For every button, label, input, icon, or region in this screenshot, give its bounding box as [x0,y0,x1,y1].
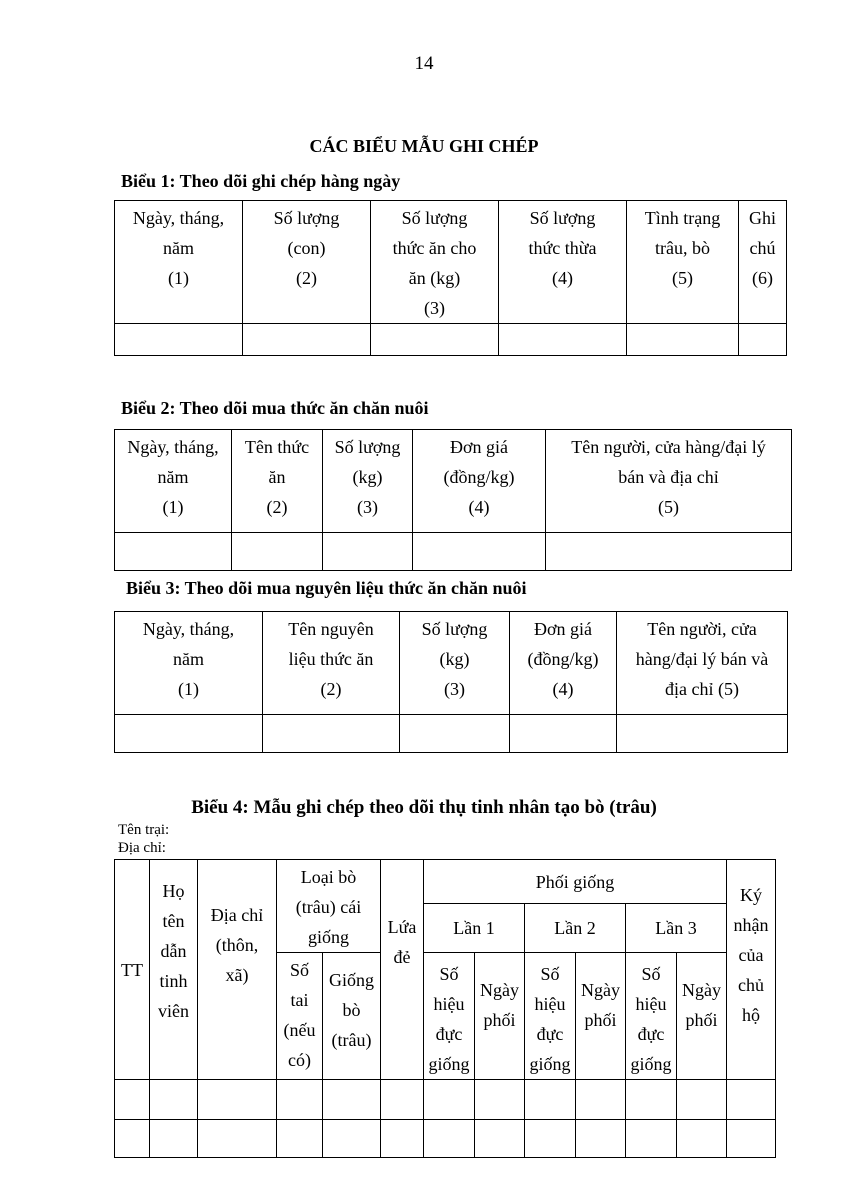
header-text-line: Lứa [387,917,417,937]
header-text-line: Số lượng [421,619,488,639]
form4-cell[interactable] [381,1120,424,1158]
form3-col-seller [617,612,788,715]
header-text-line: hộ [742,1005,761,1025]
header-text-line: Tên người, cửa hàng/đại lý [571,437,766,457]
header-text-line: (kg) [439,649,470,669]
form1-col-date [115,201,243,324]
form1-header-row [115,201,787,324]
form4-header-row-1 [115,860,776,904]
form1-cell[interactable] [115,324,243,356]
header-text-line: xã) [225,965,249,985]
header-text-line: ăn (kg) [408,268,461,288]
form4-cell[interactable] [115,1120,150,1158]
header-text-line: Số [641,964,661,984]
form4-col-ear-tag [277,953,323,1080]
form4-col-breed [323,953,381,1080]
header-text-line: năm [163,238,194,258]
header-text-line: (trâu) cái [295,897,362,917]
form4-col-mating-date-2 [576,953,626,1080]
form4-cell[interactable] [424,1120,475,1158]
header-text-line: chủ [738,975,765,995]
form1-col-condition [627,201,739,324]
form4-col-breeding: Phối giống [424,860,727,904]
header-text-line: Địa chỉ [210,905,264,925]
header-text-line: (4) [552,679,574,699]
header-text-line: nhận [733,915,769,935]
header-text-line: (4) [468,497,490,517]
form1-cell[interactable] [499,324,627,356]
form2-col-feed-name [232,430,323,533]
form3-col-quantity [400,612,510,715]
header-text-line: (3) [357,497,378,517]
header-text-line: của [738,945,764,965]
form4-cell[interactable] [727,1120,776,1158]
form3-cell[interactable] [263,715,400,753]
form4-cell[interactable] [323,1080,381,1120]
form4-cell[interactable] [198,1120,277,1158]
form4-cell[interactable] [323,1120,381,1158]
farm-name-label: Tên trại: [118,822,170,838]
header-text-line: Số lượng [334,437,401,457]
header-text-line: ăn [268,467,286,487]
header-text-line: viên [158,1001,189,1021]
header-text-line: năm [173,649,204,669]
header-text-line: Đơn giá [533,619,592,639]
header-text-line: (2) [320,679,342,699]
form4-heading: Biểu 4: Mẫu ghi chép theo dõi thụ tinh nhân tạo bò (trâu) [191,797,657,818]
header-text-line: hiệu [433,994,465,1014]
header-text-line: đẻ [393,947,411,967]
form2-col-date [115,430,232,533]
header-text-line: Họ [162,881,185,901]
header-text-line: có) [288,1050,311,1070]
header-text-line: Số [289,960,309,980]
header-text-line: Ký [740,885,763,905]
form2-cell[interactable] [232,533,323,571]
header-text-line: (1) [162,497,184,517]
header-text-line: (5) [658,497,679,517]
header-text-line: dẫn [160,941,187,961]
form3-col-ingredient-name [263,612,400,715]
header-text-line: phối [483,1010,516,1030]
form1-cell[interactable] [371,324,499,356]
form1-col-quantity [243,201,371,324]
header-text-line: Số lượng [401,208,468,228]
header-text-line: đực [536,1024,564,1044]
form4-cell[interactable] [576,1080,626,1120]
form4-cell[interactable] [727,1080,776,1120]
form2-cell[interactable] [323,533,413,571]
header-text-line: (con) [287,238,326,258]
form2-cell[interactable] [413,533,546,571]
form1-heading: Biểu 1: Theo dõi ghi chép hàng ngày [121,171,401,191]
form4-table [114,859,776,1158]
header-text-line: giống [428,1054,470,1074]
form2-heading: Biểu 2: Theo dõi mua thức ăn chăn nuôi [121,398,429,418]
header-text-line: Tên nguyên [288,619,374,639]
header-text-line: giống [308,927,350,947]
form4-col-tt: TT [115,860,150,1080]
form4-cell[interactable] [277,1120,323,1158]
form4-col-bull-id-3 [626,953,677,1080]
header-text-line: tinh [159,971,188,991]
form2-table [114,429,792,571]
header-text-line: Giống [329,970,374,990]
form4-cell[interactable] [424,1080,475,1120]
form4-cell[interactable] [677,1120,727,1158]
form4-cell[interactable] [576,1120,626,1158]
form3-cell[interactable] [400,715,510,753]
form3-blank-row [115,715,788,753]
header-text-line: hiệu [635,994,667,1014]
form4-cell[interactable] [277,1080,323,1120]
header-text-line: Tình trạng [644,208,721,228]
header-text-line: tên [162,911,185,931]
header-text-line: phối [685,1010,718,1030]
form1-col-note [739,201,787,324]
form1-cell[interactable] [627,324,739,356]
form2-col-quantity [323,430,413,533]
header-text-line: chú [749,238,776,258]
header-text-line: Ngày, tháng, [142,619,235,639]
header-text-line: thức thừa [528,238,597,258]
header-text-line: giống [529,1054,571,1074]
document-title: CÁC BIỂU MẪU GHI CHÉP [309,136,539,156]
form4-col-signature [727,860,776,1080]
header-text-line: (1) [168,268,189,288]
header-text-line: (nếu [283,1020,316,1040]
header-text-line: hàng/đại lý bán và [635,649,769,669]
header-text-line: đực [435,1024,463,1044]
header-text-line: năm [157,467,189,487]
header-text-line: phối [584,1010,617,1030]
header-text-line: (kg) [352,467,383,487]
form4-round-1: Lần 1 [424,904,525,953]
form4-col-inseminator [150,860,198,1080]
form4-cell[interactable] [626,1080,677,1120]
form4-col-bull-id-2 [525,953,576,1080]
header-text-line: Đơn giá [449,437,508,457]
header-text-line: Ngày, tháng, [132,208,225,228]
form4-blank-row [115,1080,776,1120]
form4-col-parity [381,860,424,1080]
header-text-line: (2) [296,268,317,288]
header-text-line: địa chỉ (5) [665,679,739,699]
form4-col-mating-date-1 [475,953,525,1080]
form4-cell[interactable] [150,1080,198,1120]
form4-cell[interactable] [150,1120,198,1158]
form3-col-date [115,612,263,715]
header-text-line: Số lượng [273,208,340,228]
form4-cell[interactable] [475,1120,525,1158]
header-text-line: (3) [444,679,465,699]
form4-cell[interactable] [626,1120,677,1158]
form3-table [114,611,788,753]
header-text-line: Tên người, cửa [647,619,757,639]
header-text-line: giống [630,1054,672,1074]
form1-cell[interactable] [243,324,371,356]
header-text-line: hiệu [534,994,566,1014]
form4-cell[interactable] [525,1080,576,1120]
form4-round-2: Lần 2 [525,904,626,953]
header-text-line: liệu thức ăn [288,649,374,669]
header-text-line: Tên thức [244,437,310,457]
form4-cell[interactable] [115,1080,150,1120]
form4-blank-row [115,1120,776,1158]
header-text-line: (trâu) [331,1030,372,1050]
page-number: 14 [414,53,434,74]
header-text-line: (3) [424,298,445,318]
header-text-line: Ngày [480,980,520,1000]
header-text-line: đực [637,1024,665,1044]
header-text-line: (1) [178,679,199,699]
form2-cell[interactable] [115,533,232,571]
form4-cell[interactable] [475,1080,525,1120]
form4-col-mating-date-3 [677,953,727,1080]
header-text-line: trâu, bò [655,238,710,258]
form2-cell[interactable] [546,533,792,571]
header-text-line: Ngày [682,980,722,1000]
address-label: Địa chỉ: [118,840,166,856]
form2-col-seller [546,430,792,533]
form1-col-feed-given [371,201,499,324]
header-text-line: Số [540,964,560,984]
form2-blank-row [115,533,792,571]
form2-header-row [115,430,792,533]
form4-col-bull-id-1 [424,953,475,1080]
header-text-line: (đồng/kg) [527,649,599,669]
form4-cell[interactable] [525,1120,576,1158]
header-text-line: (4) [552,268,573,288]
form4-round-3: Lần 3 [626,904,727,953]
form2-col-unit-price [413,430,546,533]
form3-heading: Biểu 3: Theo dõi mua nguyên liệu thức ăn chăn nuôi [126,578,527,598]
header-text-line: (đồng/kg) [443,467,515,487]
header-text-line: (6) [752,268,773,288]
header-text-line: Ngày, tháng, [127,437,219,457]
form1-cell[interactable] [739,324,787,356]
form4-cell[interactable] [198,1080,277,1120]
form1-col-feed-leftover [499,201,627,324]
form4-col-cow-type [277,860,381,953]
header-text-line: Loại bò [300,867,357,887]
header-text-line: (5) [672,268,693,288]
form3-header-row [115,612,788,715]
form4-cell[interactable] [381,1080,424,1120]
header-text-line: bán và địa chỉ [618,467,719,487]
header-text-line: tai [290,990,309,1010]
form3-cell[interactable] [617,715,788,753]
form3-cell[interactable] [115,715,263,753]
header-text-line: bò [342,1000,361,1020]
header-text-line: Số [439,964,459,984]
header-text-line: Ngày [581,980,621,1000]
header-text-line: (2) [266,497,288,517]
form1-blank-row [115,324,787,356]
form4-col-address [198,860,277,1080]
form3-col-unit-price [510,612,617,715]
form4-cell[interactable] [677,1080,727,1120]
header-text-line: thức ăn cho [392,238,477,258]
header-text-line: (thôn, [215,935,259,955]
form1-table [114,200,787,356]
header-text-line: Số lượng [529,208,596,228]
header-text-line: Ghi [749,208,776,228]
form3-cell[interactable] [510,715,617,753]
